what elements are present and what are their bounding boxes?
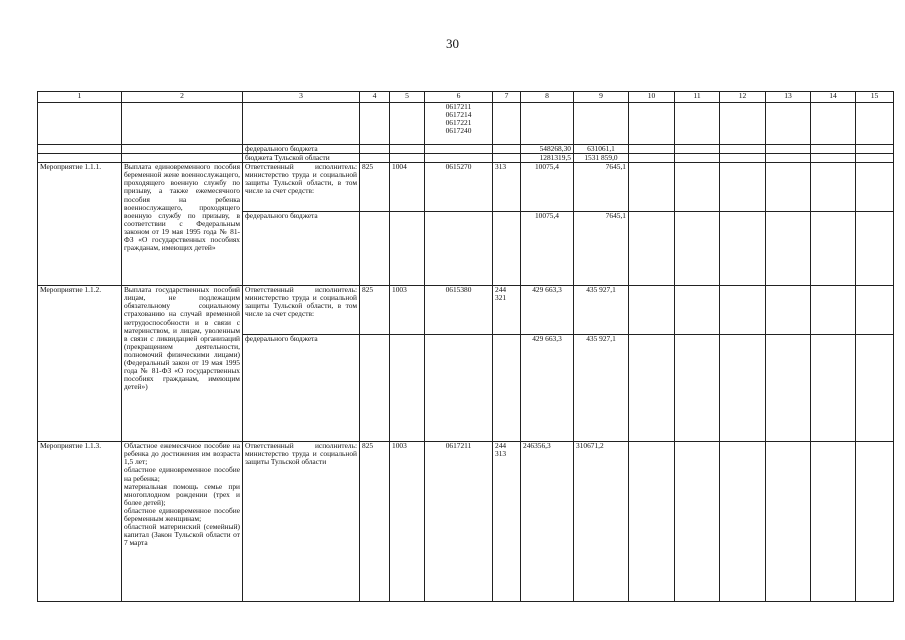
column-header: 5 [390,92,425,103]
source-label: федерального бюджета [243,212,360,286]
column-header: 3 [243,92,360,103]
value-cell: 10075,4 [521,212,574,286]
value-cell: 429 663,3 [521,286,574,335]
table-row [38,442,894,602]
value-cell: 246356,3 [521,442,574,602]
table-row [38,163,894,212]
code-cell: 825 [360,286,390,335]
budget-table [37,91,894,602]
header-row [38,92,894,103]
column-header: 9 [574,92,629,103]
page-number: 30 [446,36,459,51]
measure-executor: Ответственный исполнитель: министерство труда и социальной защиты Тульской области, в том числе за счет средств: [243,286,360,335]
column-header: 11 [675,92,720,103]
column-header: 13 [766,92,811,103]
value-cell: 548268,30 [521,145,574,154]
column-header: 7 [493,92,521,103]
code-cell: 1003 [390,442,425,602]
column-header: 2 [122,92,243,103]
table-row [38,286,894,335]
value-cell: 7645,1 [574,212,629,286]
code-cell: 1003 [390,286,425,335]
column-header: 14 [811,92,856,103]
code-cell: 0615380 [425,286,493,335]
code-cell: 0617211 [425,442,493,602]
measure-name: Мероприятие 1.1.3. [38,442,122,602]
measure-name: Мероприятие 1.1.1. [38,163,122,286]
value-cell: 310671,2 [574,442,629,602]
code-cell: 1004 [390,163,425,212]
column-header: 10 [629,92,675,103]
value-cell: 631061,1 [574,145,629,154]
table-row [38,103,894,145]
column-header: 4 [360,92,390,103]
code-cell: 244 321 [493,286,521,335]
measure-executor: Ответственный исполнитель: министерство труда и социальной защиты Тульской области, в том числе за счет средств: [243,163,360,212]
column-header: 8 [521,92,574,103]
code-cell: 825 [360,163,390,212]
value-cell: 7645,1 [574,163,629,212]
measure-description: Областное ежемесячное пособие на ребенка до достижения им возраста 1,5 лет; областное единовременное пособие на ребенка; материальная помощь семье при многоплодном рождении (трех и более детей); областное единовременное пособие беременным женщинам; областной материнский (семейный) капитал (Закон Тульской области от 7 марта [122,442,243,602]
column-header: 6 [425,92,493,103]
value-cell: 429 663,3 [521,335,574,442]
source-label: федерального бюджета [243,145,360,154]
source-label: федерального бюджета [243,335,360,442]
value-cell: 435 927,1 [574,286,629,335]
kcsr-codes: 0617211 0617214 0617221 0617240 [425,103,493,145]
value-cell: 1281319,5 [521,154,574,163]
column-header: 15 [856,92,894,103]
table-row [38,145,894,154]
table-row [38,154,894,163]
value-cell: 10075,4 [521,163,574,212]
value-cell: 1531 859,0 [574,154,629,163]
code-cell: 244 313 [493,442,521,602]
value-cell: 435 927,1 [574,335,629,442]
code-cell: 825 [360,442,390,602]
measure-description: Выплата государственных пособий лицам, не подлежащим обязательному социальному страхованию на случай временной нетрудоспособности и в связи с материнством, и лицам, уволенным в связи с ликвидацией организаций (прекращением деятельности, полномочий физическими лицами) (Федеральный закон от 19 мая 1995 года № 81-ФЗ «О государственных пособиях гражданам, имеющим детей») [122,286,243,442]
measure-executor: Ответственный исполнитель: министерство труда и социальной защиты Тульской области [243,442,360,602]
code-cell: 0615270 [425,163,493,212]
source-label: бюджета Тульской области [243,154,360,163]
code-cell: 313 [493,163,521,212]
column-header: 1 [38,92,122,103]
column-header: 12 [720,92,766,103]
measure-description: Выплата единовременного пособия беременной жене военнослужащего, проходящего военную службу по призыву, а также ежемесячного пособия на ребенка военнослужащего, проходящего военную службу по призыву, в соответствии с Федеральным законом от 19 мая 1995 года № 81-ФЗ «О государственных пособиях гражданам, имеющих детей» [122,163,243,286]
measure-name: Мероприятие 1.1.2. [38,286,122,442]
